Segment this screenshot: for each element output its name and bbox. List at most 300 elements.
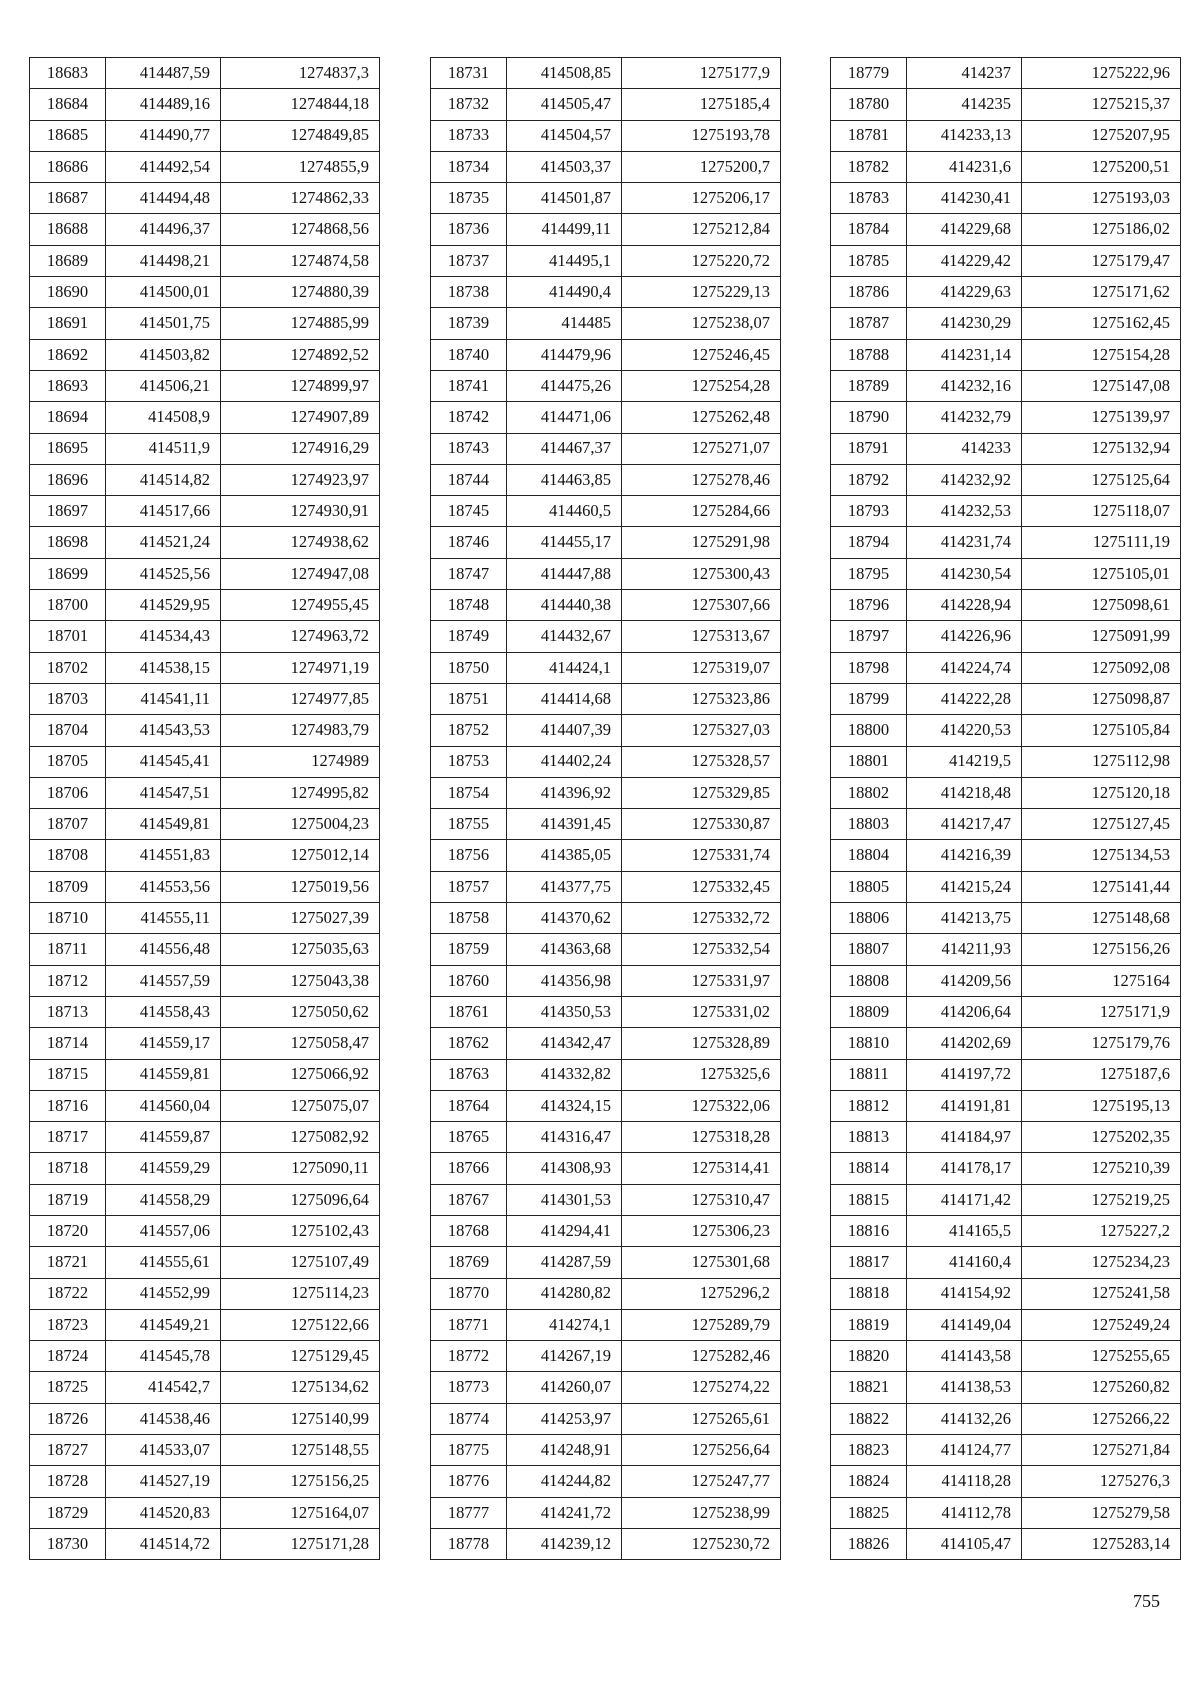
x-coordinate-cell: 414559,29 [106,1153,221,1184]
table-row [431,89,781,120]
x-coordinate-cell: 414191,81 [907,1090,1022,1121]
y-coordinate-cell: 1275200,7 [622,151,781,182]
point-number-cell: 18706 [30,777,106,808]
table-row [30,1090,380,1121]
x-coordinate-cell: 414235 [907,89,1022,120]
y-coordinate-cell: 1275313,67 [622,621,781,652]
x-coordinate-cell: 414559,17 [106,1028,221,1059]
table-row [831,120,1181,151]
point-number-cell: 18719 [30,1184,106,1215]
x-coordinate-cell: 414479,96 [507,339,622,370]
point-number-cell: 18780 [831,89,907,120]
y-coordinate-cell: 1275328,89 [622,1028,781,1059]
y-coordinate-cell: 1275096,64 [221,1184,380,1215]
point-number-cell: 18777 [431,1497,507,1528]
point-number-cell: 18709 [30,871,106,902]
y-coordinate-cell: 1275132,94 [1022,433,1181,464]
table-row [30,245,380,276]
point-number-cell: 18731 [431,58,507,89]
table-row [30,496,380,527]
y-coordinate-cell: 1275331,97 [622,965,781,996]
point-number-cell: 18807 [831,934,907,965]
y-coordinate-cell: 1274855,9 [221,151,380,182]
y-coordinate-cell: 1275210,39 [1022,1153,1181,1184]
point-number-cell: 18755 [431,809,507,840]
table-row [431,151,781,182]
point-number-cell: 18715 [30,1059,106,1090]
table-row [831,652,1181,683]
x-coordinate-cell: 414414,68 [507,683,622,714]
x-coordinate-cell: 414547,51 [106,777,221,808]
point-number-cell: 18742 [431,402,507,433]
table-row [431,308,781,339]
x-coordinate-cell: 414517,66 [106,496,221,527]
x-coordinate-cell: 414500,01 [106,277,221,308]
table-row [431,1028,781,1059]
y-coordinate-cell: 1275265,61 [622,1403,781,1434]
x-coordinate-cell: 414226,96 [907,621,1022,652]
x-coordinate-cell: 414350,53 [507,996,622,1027]
x-coordinate-cell: 414467,37 [507,433,622,464]
table-row [30,1278,380,1309]
point-number-cell: 18762 [431,1028,507,1059]
x-coordinate-cell: 414171,42 [907,1184,1022,1215]
y-coordinate-cell: 1275222,96 [1022,58,1181,89]
y-coordinate-cell: 1275200,51 [1022,151,1181,182]
x-coordinate-cell: 414332,82 [507,1059,622,1090]
y-coordinate-cell: 1275129,45 [221,1341,380,1372]
point-number-cell: 18757 [431,871,507,902]
y-coordinate-cell: 1274989 [221,746,380,777]
point-number-cell: 18724 [30,1341,106,1372]
x-coordinate-cell: 414229,42 [907,245,1022,276]
y-coordinate-cell: 1275230,72 [622,1528,781,1559]
table-row [831,621,1181,652]
table-row [831,777,1181,808]
table-row [431,558,781,589]
x-coordinate-cell: 414342,47 [507,1028,622,1059]
y-coordinate-cell: 1275164,07 [221,1497,380,1528]
table-row [431,183,781,214]
table-row [30,809,380,840]
table-row [30,777,380,808]
table-row [831,1278,1181,1309]
table-row [831,746,1181,777]
x-coordinate-cell: 414149,04 [907,1309,1022,1340]
x-coordinate-cell: 414231,6 [907,151,1022,182]
x-coordinate-cell: 414222,28 [907,683,1022,714]
y-coordinate-cell: 1275114,23 [221,1278,380,1309]
x-coordinate-cell: 414363,68 [507,934,622,965]
x-coordinate-cell: 414492,54 [106,151,221,182]
point-number-cell: 18711 [30,934,106,965]
x-coordinate-cell: 414202,69 [907,1028,1022,1059]
point-number-cell: 18818 [831,1278,907,1309]
x-coordinate-cell: 414490,4 [507,277,622,308]
x-coordinate-cell: 414260,07 [507,1372,622,1403]
table-row [30,370,380,401]
x-coordinate-cell: 414407,39 [507,715,622,746]
y-coordinate-cell: 1274844,18 [221,89,380,120]
point-number-cell: 18778 [431,1528,507,1559]
point-number-cell: 18725 [30,1372,106,1403]
x-coordinate-cell: 414232,92 [907,464,1022,495]
coordinates-table-2 [430,57,781,1560]
table-row [30,1059,380,1090]
table-row [431,1122,781,1153]
point-number-cell: 18728 [30,1466,106,1497]
table-row [30,1309,380,1340]
table-row [431,840,781,871]
x-coordinate-cell: 414503,37 [507,151,622,182]
point-number-cell: 18797 [831,621,907,652]
table-row [831,1497,1181,1528]
coordinates-table-3 [830,57,1181,1560]
y-coordinate-cell: 1275193,03 [1022,183,1181,214]
table-row [831,308,1181,339]
point-number-cell: 18800 [831,715,907,746]
x-coordinate-cell: 414525,56 [106,558,221,589]
y-coordinate-cell: 1275154,28 [1022,339,1181,370]
y-coordinate-cell: 1275325,6 [622,1059,781,1090]
table-row [831,1466,1181,1497]
table-row [30,433,380,464]
x-coordinate-cell: 414232,53 [907,496,1022,527]
x-coordinate-cell: 414503,82 [106,339,221,370]
x-coordinate-cell: 414239,12 [507,1528,622,1559]
point-number-cell: 18763 [431,1059,507,1090]
table-row [831,840,1181,871]
point-number-cell: 18720 [30,1215,106,1246]
y-coordinate-cell: 1275329,85 [622,777,781,808]
point-number-cell: 18786 [831,277,907,308]
y-coordinate-cell: 1274938,62 [221,527,380,558]
table-row [431,402,781,433]
x-coordinate-cell: 414132,26 [907,1403,1022,1434]
y-coordinate-cell: 1275012,14 [221,840,380,871]
x-coordinate-cell: 414534,43 [106,621,221,652]
x-coordinate-cell: 414499,11 [507,214,622,245]
table-row [831,1059,1181,1090]
table-row [831,339,1181,370]
point-number-cell: 18733 [431,120,507,151]
table-row [431,1372,781,1403]
table-row [30,1403,380,1434]
x-coordinate-cell: 414244,82 [507,1466,622,1497]
table-row [30,934,380,965]
y-coordinate-cell: 1275332,54 [622,934,781,965]
point-number-cell: 18730 [30,1528,106,1559]
point-number-cell: 18765 [431,1122,507,1153]
point-number-cell: 18707 [30,809,106,840]
table-row [431,934,781,965]
table-row [431,1059,781,1090]
table-row [30,1153,380,1184]
point-number-cell: 18804 [831,840,907,871]
table-row [831,1122,1181,1153]
table-row [30,151,380,182]
y-coordinate-cell: 1275323,86 [622,683,781,714]
x-coordinate-cell: 414206,64 [907,996,1022,1027]
x-coordinate-cell: 414551,83 [106,840,221,871]
point-number-cell: 18798 [831,652,907,683]
point-number-cell: 18820 [831,1341,907,1372]
point-number-cell: 18823 [831,1435,907,1466]
x-coordinate-cell: 414385,05 [507,840,622,871]
table-row [30,903,380,934]
point-number-cell: 18805 [831,871,907,902]
point-number-cell: 18722 [30,1278,106,1309]
x-coordinate-cell: 414489,16 [106,89,221,120]
y-coordinate-cell: 1274955,45 [221,590,380,621]
table-row [30,402,380,433]
x-coordinate-cell: 414253,97 [507,1403,622,1434]
y-coordinate-cell: 1275283,14 [1022,1528,1181,1559]
x-coordinate-cell: 414521,24 [106,527,221,558]
point-number-cell: 18702 [30,652,106,683]
x-coordinate-cell: 414508,85 [507,58,622,89]
x-coordinate-cell: 414556,48 [106,934,221,965]
point-number-cell: 18769 [431,1247,507,1278]
point-number-cell: 18815 [831,1184,907,1215]
table-row [30,652,380,683]
x-coordinate-cell: 414138,53 [907,1372,1022,1403]
table-row [831,1215,1181,1246]
y-coordinate-cell: 1275193,78 [622,120,781,151]
y-coordinate-cell: 1274963,72 [221,621,380,652]
table-row [831,1528,1181,1559]
y-coordinate-cell: 1275111,19 [1022,527,1181,558]
point-number-cell: 18703 [30,683,106,714]
y-coordinate-cell: 1275156,25 [221,1466,380,1497]
table-row [30,1341,380,1372]
y-coordinate-cell: 1274977,85 [221,683,380,714]
x-coordinate-cell: 414511,9 [106,433,221,464]
point-number-cell: 18810 [831,1028,907,1059]
x-coordinate-cell: 414485 [507,308,622,339]
table-row [431,965,781,996]
x-coordinate-cell: 414555,11 [106,903,221,934]
x-coordinate-cell: 414287,59 [507,1247,622,1278]
x-coordinate-cell: 414549,81 [106,809,221,840]
y-coordinate-cell: 1275282,46 [622,1341,781,1372]
y-coordinate-cell: 1275238,99 [622,1497,781,1528]
point-number-cell: 18808 [831,965,907,996]
x-coordinate-cell: 414228,94 [907,590,1022,621]
table-row [831,464,1181,495]
point-number-cell: 18806 [831,903,907,934]
point-number-cell: 18737 [431,245,507,276]
x-coordinate-cell: 414538,15 [106,652,221,683]
x-coordinate-cell: 414496,37 [106,214,221,245]
point-number-cell: 18756 [431,840,507,871]
x-coordinate-cell: 414505,47 [507,89,622,120]
y-coordinate-cell: 1275266,22 [1022,1403,1181,1434]
x-coordinate-cell: 414356,98 [507,965,622,996]
point-number-cell: 18816 [831,1215,907,1246]
table-row [431,496,781,527]
y-coordinate-cell: 1275148,68 [1022,903,1181,934]
table-row [831,1341,1181,1372]
y-coordinate-cell: 1275289,79 [622,1309,781,1340]
x-coordinate-cell: 414552,99 [106,1278,221,1309]
y-coordinate-cell: 1275185,4 [622,89,781,120]
y-coordinate-cell: 1275179,47 [1022,245,1181,276]
y-coordinate-cell: 1274849,85 [221,120,380,151]
x-coordinate-cell: 414545,78 [106,1341,221,1372]
table-row [831,590,1181,621]
point-number-cell: 18814 [831,1153,907,1184]
y-coordinate-cell: 1275276,3 [1022,1466,1181,1497]
y-coordinate-cell: 1275177,9 [622,58,781,89]
y-coordinate-cell: 1275058,47 [221,1028,380,1059]
table-row [831,996,1181,1027]
x-coordinate-cell: 414495,1 [507,245,622,276]
y-coordinate-cell: 1275296,2 [622,1278,781,1309]
x-coordinate-cell: 414557,06 [106,1215,221,1246]
point-number-cell: 18770 [431,1278,507,1309]
y-coordinate-cell: 1275260,82 [1022,1372,1181,1403]
point-number-cell: 18710 [30,903,106,934]
y-coordinate-cell: 1275319,07 [622,652,781,683]
table-row [431,1497,781,1528]
point-number-cell: 18794 [831,527,907,558]
x-coordinate-cell: 414440,38 [507,590,622,621]
table-row [431,527,781,558]
table-row [831,245,1181,276]
point-number-cell: 18734 [431,151,507,182]
y-coordinate-cell: 1274874,58 [221,245,380,276]
x-coordinate-cell: 414316,47 [507,1122,622,1153]
x-coordinate-cell: 414230,41 [907,183,1022,214]
x-coordinate-cell: 414294,41 [507,1215,622,1246]
x-coordinate-cell: 414220,53 [907,715,1022,746]
table-row [431,464,781,495]
table-row [431,1341,781,1372]
y-coordinate-cell: 1275219,25 [1022,1184,1181,1215]
table-row [30,715,380,746]
y-coordinate-cell: 1275327,03 [622,715,781,746]
point-number-cell: 18690 [30,277,106,308]
y-coordinate-cell: 1275195,13 [1022,1090,1181,1121]
y-coordinate-cell: 1275249,24 [1022,1309,1181,1340]
y-coordinate-cell: 1275043,38 [221,965,380,996]
x-coordinate-cell: 414377,75 [507,871,622,902]
y-coordinate-cell: 1275284,66 [622,496,781,527]
table-row [30,965,380,996]
point-number-cell: 18695 [30,433,106,464]
point-number-cell: 18708 [30,840,106,871]
table-row [30,277,380,308]
x-coordinate-cell: 414267,19 [507,1341,622,1372]
y-coordinate-cell: 1275035,63 [221,934,380,965]
y-coordinate-cell: 1275004,23 [221,809,380,840]
y-coordinate-cell: 1275331,74 [622,840,781,871]
point-number-cell: 18760 [431,965,507,996]
y-coordinate-cell: 1275082,92 [221,1122,380,1153]
table-row [431,996,781,1027]
table-row [30,89,380,120]
y-coordinate-cell: 1275156,26 [1022,934,1181,965]
table-row [30,683,380,714]
x-coordinate-cell: 414424,1 [507,652,622,683]
table-row [831,277,1181,308]
y-coordinate-cell: 1275262,48 [622,402,781,433]
y-coordinate-cell: 1275171,28 [221,1528,380,1559]
x-coordinate-cell: 414549,21 [106,1309,221,1340]
table-row [431,1153,781,1184]
table-row [431,903,781,934]
table-row [831,1153,1181,1184]
y-coordinate-cell: 1275134,53 [1022,840,1181,871]
y-coordinate-cell: 1275207,95 [1022,120,1181,151]
y-coordinate-cell: 1275090,11 [221,1153,380,1184]
table-row [30,1184,380,1215]
x-coordinate-cell: 414224,74 [907,652,1022,683]
table-row [431,277,781,308]
point-number-cell: 18788 [831,339,907,370]
point-number-cell: 18685 [30,120,106,151]
table-row [431,1090,781,1121]
x-coordinate-cell: 414514,72 [106,1528,221,1559]
x-coordinate-cell: 414520,83 [106,1497,221,1528]
point-number-cell: 18691 [30,308,106,339]
point-number-cell: 18752 [431,715,507,746]
x-coordinate-cell: 414533,07 [106,1435,221,1466]
x-coordinate-cell: 414105,47 [907,1528,1022,1559]
point-number-cell: 18774 [431,1403,507,1434]
x-coordinate-cell: 414216,39 [907,840,1022,871]
y-coordinate-cell: 1275066,92 [221,1059,380,1090]
point-number-cell: 18767 [431,1184,507,1215]
x-coordinate-cell: 414504,57 [507,120,622,151]
point-number-cell: 18739 [431,308,507,339]
y-coordinate-cell: 1275322,06 [622,1090,781,1121]
point-number-cell: 18747 [431,558,507,589]
x-coordinate-cell: 414559,87 [106,1122,221,1153]
table-row [831,1372,1181,1403]
point-number-cell: 18772 [431,1341,507,1372]
x-coordinate-cell: 414219,5 [907,746,1022,777]
y-coordinate-cell: 1275220,72 [622,245,781,276]
point-number-cell: 18802 [831,777,907,808]
y-coordinate-cell: 1275328,57 [622,746,781,777]
y-coordinate-cell: 1275092,08 [1022,652,1181,683]
y-coordinate-cell: 1275098,87 [1022,683,1181,714]
y-coordinate-cell: 1275278,46 [622,464,781,495]
x-coordinate-cell: 414538,46 [106,1403,221,1434]
point-number-cell: 18701 [30,621,106,652]
table-row [30,590,380,621]
table-row [30,1122,380,1153]
point-number-cell: 18809 [831,996,907,1027]
y-coordinate-cell: 1274907,89 [221,402,380,433]
y-coordinate-cell: 1275255,65 [1022,1341,1181,1372]
table-row [431,1309,781,1340]
table-row [431,683,781,714]
x-coordinate-cell: 414494,48 [106,183,221,214]
x-coordinate-cell: 414197,72 [907,1059,1022,1090]
point-number-cell: 18748 [431,590,507,621]
table-row [30,1372,380,1403]
x-coordinate-cell: 414508,9 [106,402,221,433]
x-coordinate-cell: 414559,81 [106,1059,221,1090]
table-row [30,1247,380,1278]
x-coordinate-cell: 414402,24 [507,746,622,777]
table-row [831,183,1181,214]
table-row [431,1247,781,1278]
y-coordinate-cell: 1275314,41 [622,1153,781,1184]
